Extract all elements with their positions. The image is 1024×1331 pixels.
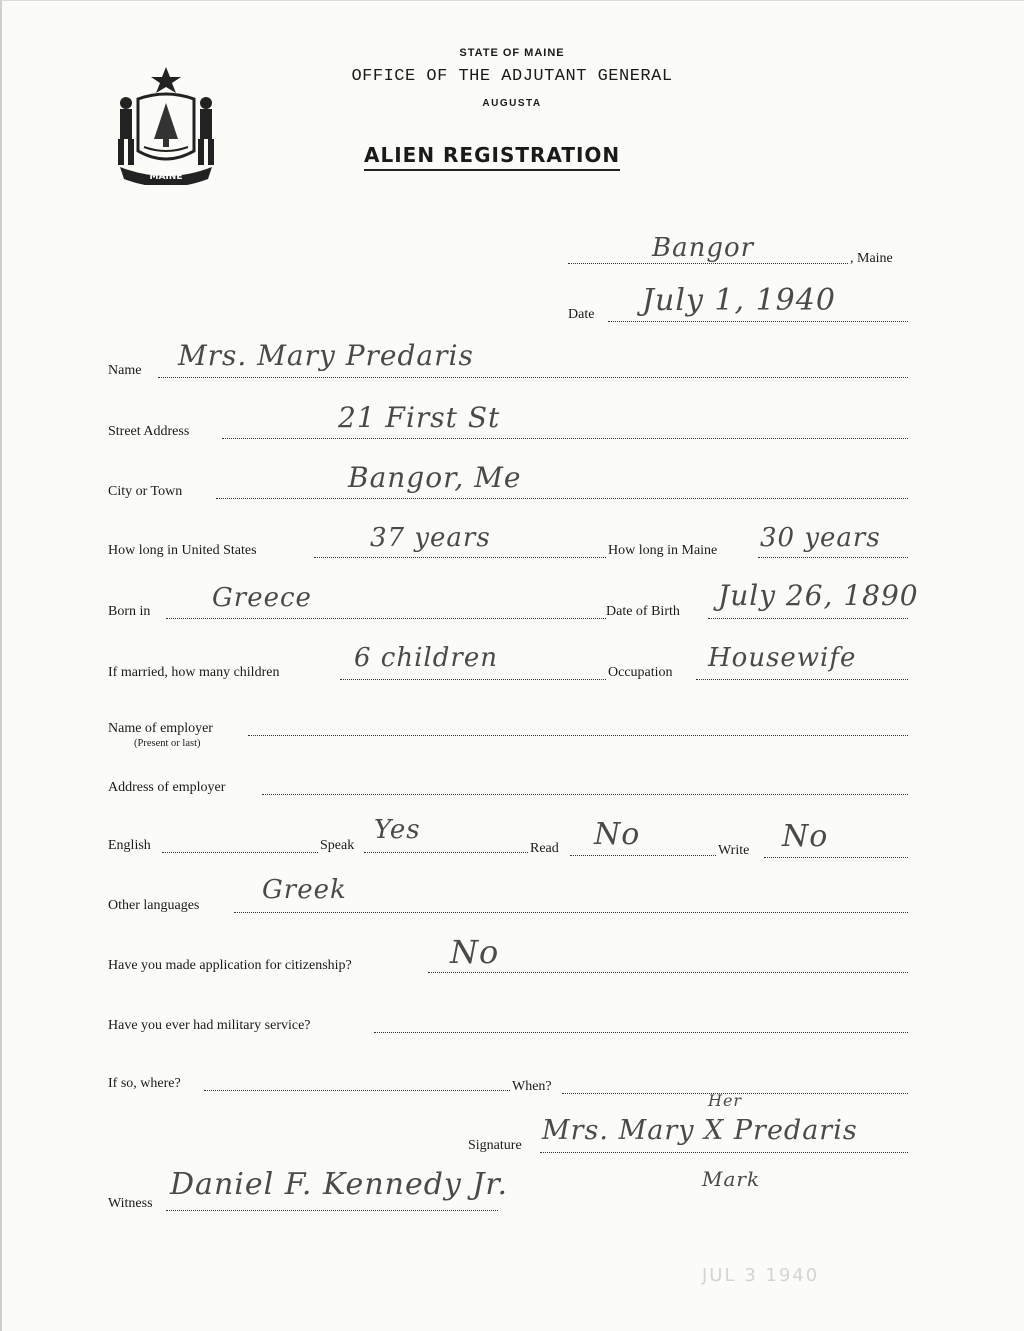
speak-label: Speak	[320, 838, 355, 853]
where-label: If so, where?	[108, 1076, 181, 1091]
place-line	[568, 263, 848, 264]
write-line	[764, 857, 908, 858]
signature-her: Her	[708, 1091, 743, 1110]
maine-label: , Maine	[850, 251, 893, 266]
speak-entry: Yes	[374, 815, 421, 845]
citizenship-line	[428, 972, 908, 973]
name-entry: Mrs. Mary Predaris	[178, 339, 474, 372]
write-label: Write	[718, 843, 750, 858]
received-stamp: JUL 3 1940	[702, 1265, 820, 1286]
born-in-entry: Greece	[212, 583, 312, 613]
read-line	[570, 855, 716, 856]
occupation-entry: Housewife	[708, 643, 857, 673]
occupation-label: Occupation	[608, 665, 673, 680]
how-long-us-entry: 37 years	[370, 523, 491, 553]
military-label: Have you ever had military service?	[108, 1018, 311, 1033]
born-in-line	[166, 618, 606, 619]
city-line	[216, 498, 908, 499]
employer-address-label: Address of employer	[108, 780, 226, 795]
witness-label: Witness	[108, 1196, 153, 1211]
header-office: OFFICE OF THE ADJUTANT GENERAL	[351, 67, 673, 86]
speak-line	[364, 852, 528, 853]
how-long-us-label: How long in United States	[108, 543, 257, 558]
name-label: Name	[108, 363, 142, 378]
military-line	[374, 1032, 908, 1033]
form-title: ALIEN REGISTRATION	[364, 143, 620, 171]
city-entry: Bangor, Me	[348, 461, 522, 494]
english-label: English	[108, 838, 151, 853]
write-entry: No	[782, 819, 829, 854]
place-entry: Bangor	[652, 233, 755, 263]
how-long-maine-line	[758, 557, 908, 558]
street-entry: 21 First St	[338, 401, 501, 434]
header-state: STATE OF MAINE	[459, 47, 565, 59]
header-city: AUGUSTA	[482, 98, 542, 109]
where-line	[204, 1090, 510, 1091]
employer-address-line	[262, 794, 908, 795]
other-lang-line	[234, 912, 908, 913]
other-lang-label: Other languages	[108, 898, 200, 913]
citizenship-entry: No	[450, 933, 500, 971]
maine-state-seal-icon	[110, 63, 222, 185]
employer-note: (Present or last)	[134, 738, 201, 749]
read-label: Read	[530, 841, 559, 856]
when-label: When?	[512, 1079, 552, 1094]
born-in-label: Born in	[108, 604, 151, 619]
children-line	[340, 679, 606, 680]
signature-entry: Mrs. Mary X Predaris	[542, 1115, 858, 1146]
dob-entry: July 26, 1890	[718, 579, 919, 612]
signature-line	[540, 1152, 908, 1153]
date-line	[608, 321, 908, 322]
occupation-line	[696, 679, 908, 680]
citizenship-label: Have you made application for citizenship?	[108, 958, 352, 973]
name-line	[158, 377, 908, 378]
seal-text: MAINE	[149, 172, 183, 182]
how-long-us-line	[314, 557, 606, 558]
other-lang-entry: Greek	[262, 875, 347, 905]
how-long-maine-label: How long in Maine	[608, 543, 718, 558]
children-label: If married, how many children	[108, 665, 280, 680]
witness-line	[166, 1210, 498, 1211]
date-entry: July 1, 1940	[642, 283, 836, 318]
witness-entry: Daniel F. Kennedy Jr.	[170, 1167, 509, 1202]
dob-label: Date of Birth	[606, 604, 680, 619]
employer-line	[248, 735, 908, 736]
date-label: Date	[568, 307, 595, 322]
city-label: City or Town	[108, 484, 183, 499]
street-label: Street Address	[108, 424, 190, 439]
how-long-maine-entry: 30 years	[760, 523, 881, 553]
employer-label: Name of employer	[108, 721, 213, 736]
signature-label: Signature	[468, 1138, 522, 1153]
read-entry: No	[594, 817, 641, 852]
children-entry: 6 children	[354, 643, 498, 673]
dob-line	[708, 618, 908, 619]
street-line	[222, 438, 908, 439]
english-line	[162, 852, 318, 853]
signature-mark: Mark	[702, 1167, 761, 1191]
